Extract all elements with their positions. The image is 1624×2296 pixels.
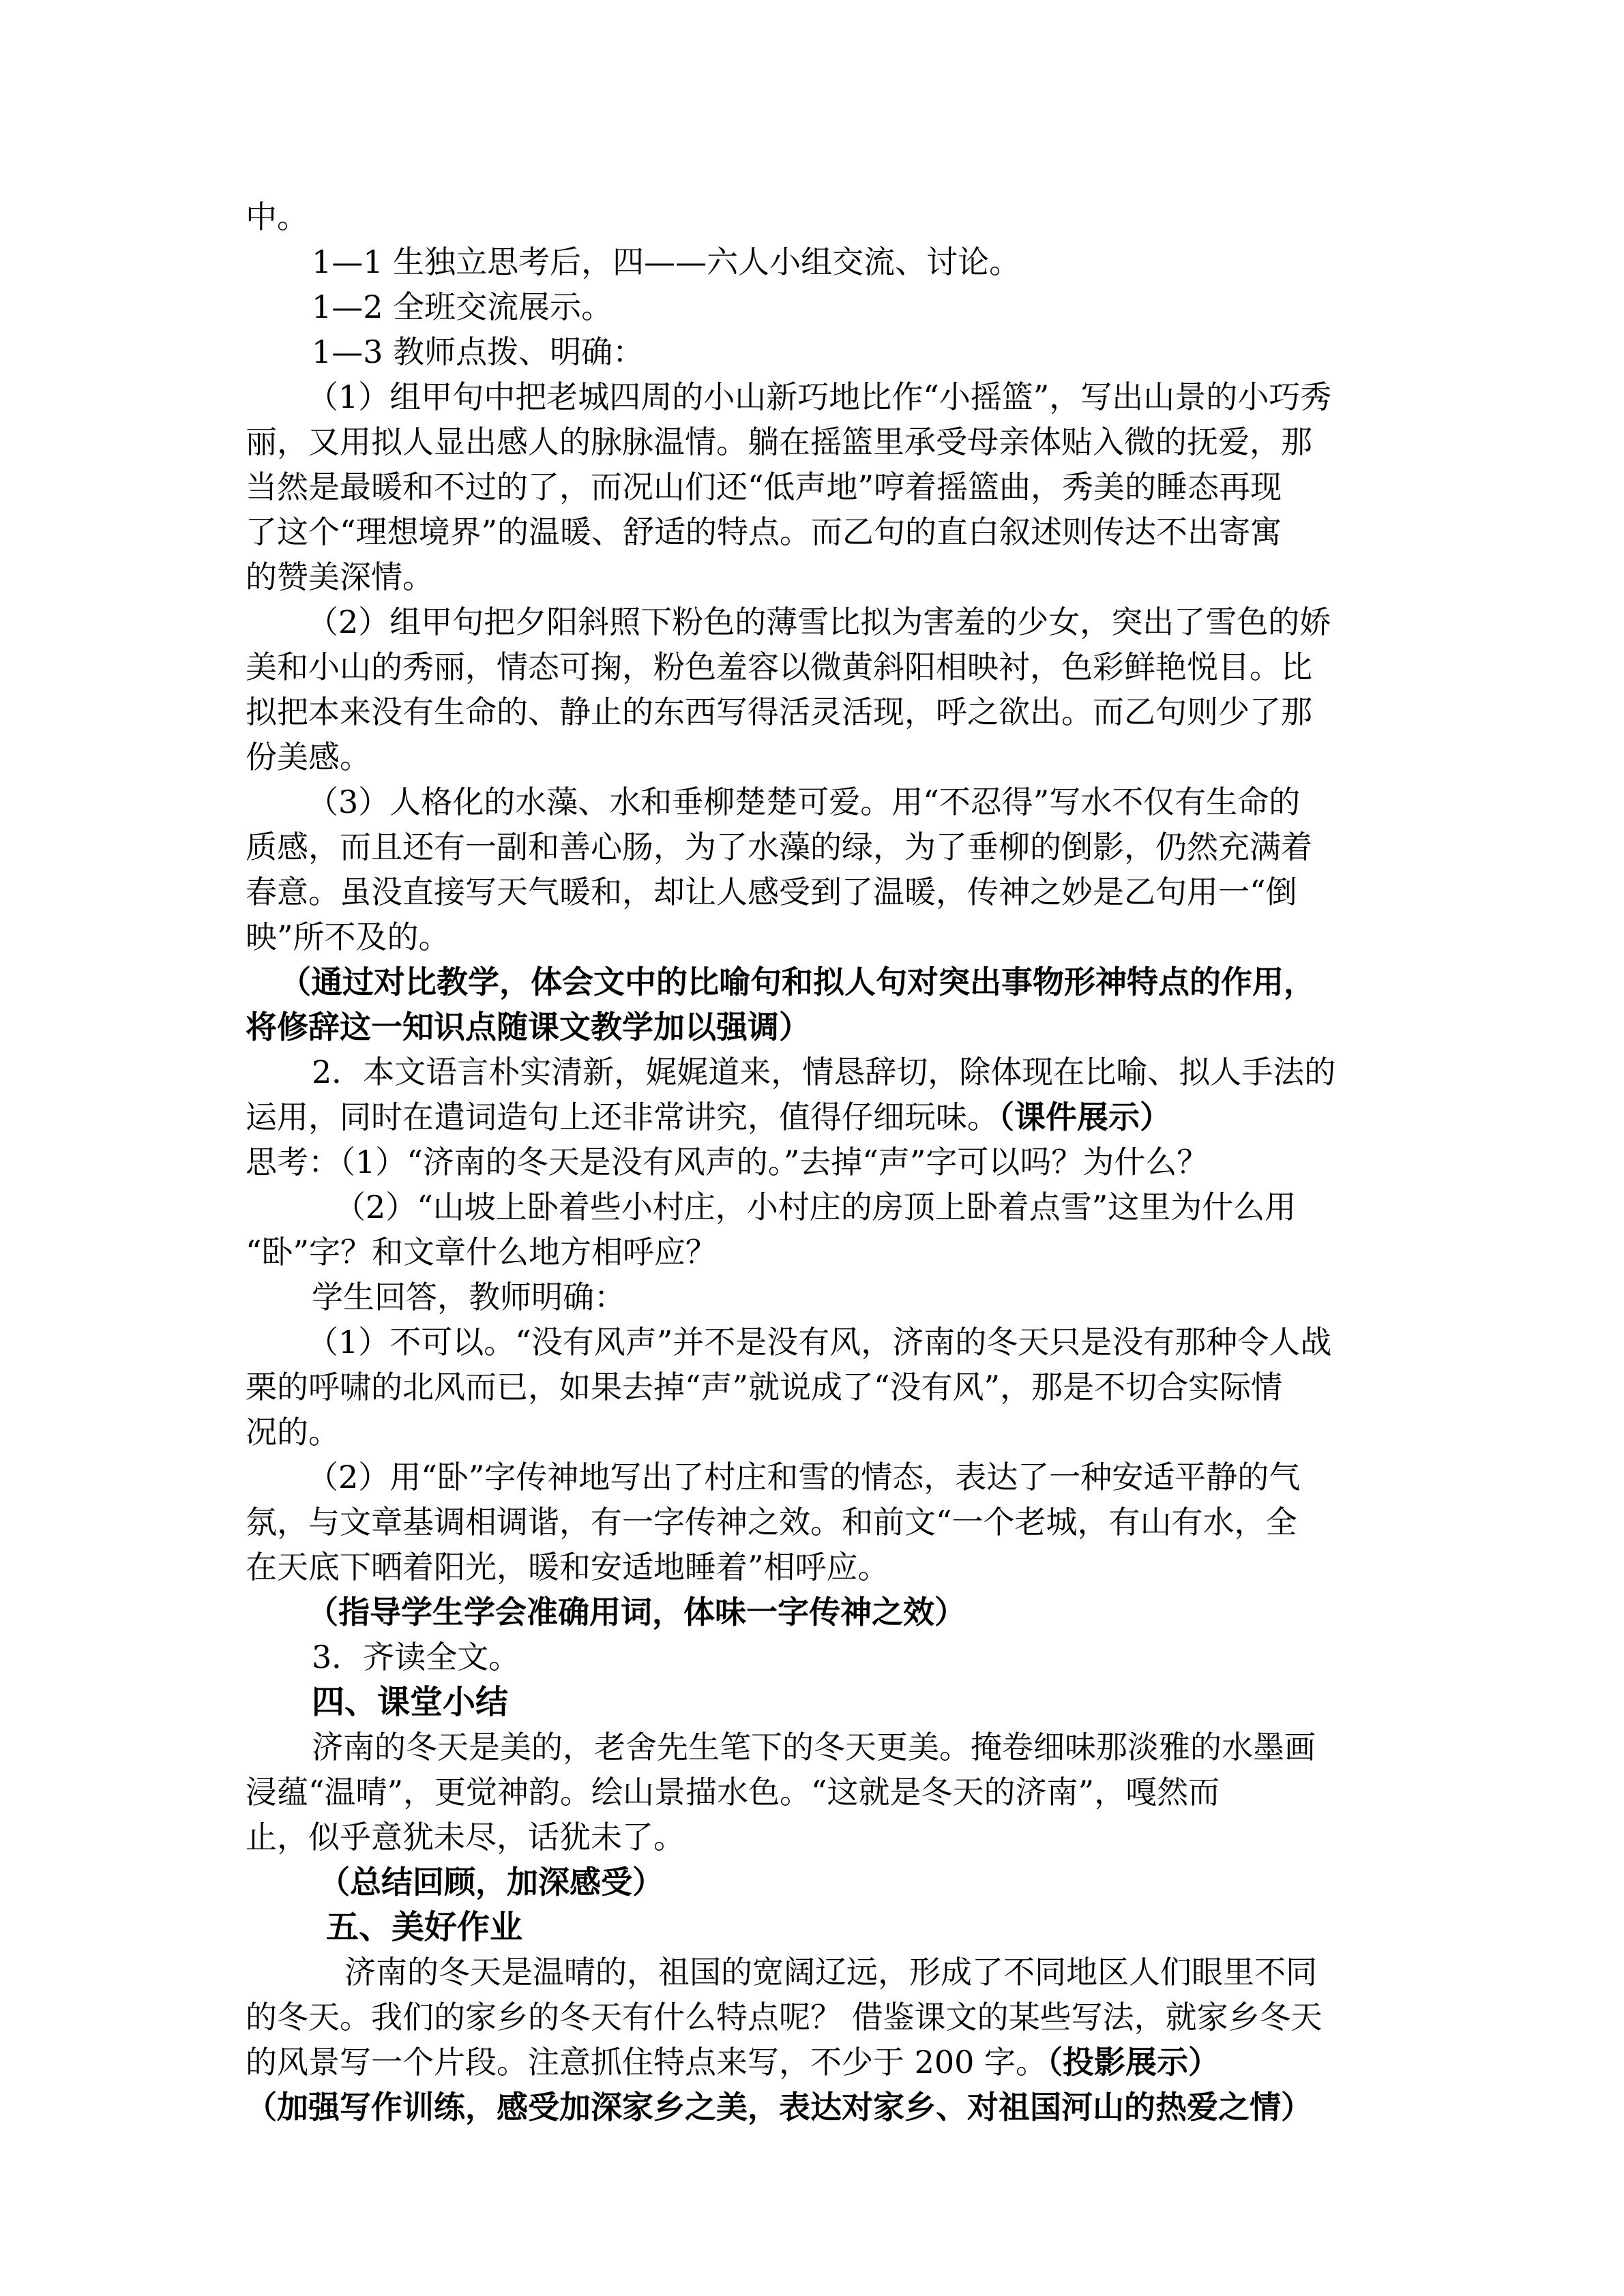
text-line: （1）组甲句中把老城四周的小山新巧地比作“小摇篮”，写出山景的小巧秀 — [307, 378, 1332, 415]
text-line: 3．齐读全文。 — [312, 1639, 520, 1675]
teaching-note: （加强写作训练，感受加深家乡之美，表达对家乡、对祖国河山的热爱之情） — [246, 2089, 1312, 2126]
text-line: 济南的冬天是温晴的，祖国的宽阔辽远，形成了不同地区人们眼里不同 — [344, 1954, 1317, 1991]
section-heading: 五、美好作业 — [326, 1908, 523, 1946]
text-line: 2．本文语言朴实清新，娓娓道来，情恳辞切，除体现在比喻、拟人手法的 — [312, 1054, 1336, 1090]
text-line: 的冬天。我们的家乡的冬天有什么特点呢？ 借鉴课文的某些写法，就家乡冬天 — [246, 1999, 1323, 2036]
text-segment: 的风景写一个片段。注意抓住特点来写，不少于 200 字。 — [246, 2044, 1048, 2081]
teaching-note: （总结回顾，加深感受） — [319, 1864, 664, 1900]
text-line: 氛，与文章基调相调谐，有一字传神之效。和前文“一个老城，有山有水，全 — [246, 1504, 1297, 1540]
text-line: 丽，又用拟人显出感人的脉脉温情。躺在摇篮里承受母亲体贴入微的抚爱，那 — [246, 423, 1312, 460]
text-line: 1—1 生独立思考后，四——六人小组交流、讨论。 — [312, 243, 1021, 280]
text-line: （2）用“卧”字传神地写出了村庄和雪的情态，表达了一种安适平静的气 — [307, 1459, 1301, 1495]
text-line — [246, 2040, 1220, 2085]
text-line: 浸蕴“温晴”，更觉神韵。绘山景描水色。“这就是冬天的济南”，嘎然而 — [246, 1774, 1220, 1810]
text-line: 春意。虽没直接写天气暖和，却让人感受到了温暖，传神之妙是乙句用一“倒 — [246, 874, 1297, 910]
text-line: 质感，而且还有一副和善心肠，为了水藻的绿，为了垂柳的倒影，仍然充满着 — [246, 829, 1312, 865]
text-line: 思考：（1）“济南的冬天是没有风声的。”去掉“声”字可以吗？为什么？ — [246, 1144, 1209, 1180]
teaching-note: （课件展示） — [999, 1099, 1171, 1135]
text-line: 的赞美深情。 — [246, 558, 434, 595]
teaching-note: （通过对比教学，体会文中的比喻句和拟人句对突出事物形神特点的作用， — [280, 964, 1315, 1000]
teaching-note: 将修辞这一知识点随课文教学加以强调） — [246, 1009, 810, 1045]
text-segment: 运用，同时在遣词造句上还非常讲究，值得仔细玩味。 — [246, 1099, 999, 1135]
text-line: 份美感。 — [246, 739, 371, 775]
teaching-note: （投影展示） — [1047, 2044, 1220, 2081]
text-line: 中。 — [246, 198, 308, 235]
text-line: 当然是最暖和不过的了，而况山们还“低声地”哼着摇篮曲，秀美的睡态再现 — [246, 468, 1282, 505]
text-line: 栗的呼啸的北风而已，如果去掉“声”就说成了“没有风”，那是不切合实际情 — [246, 1369, 1283, 1405]
text-line: （2）组甲句把夕阳斜照下粉色的薄雪比拟为害羞的少女，突出了雪色的娇 — [307, 603, 1331, 640]
text-line: 止，似乎意犹未尽，话犹未了。 — [246, 1819, 685, 1855]
teaching-note: （指导学生学会准确用词，体味一字传神之效） — [307, 1594, 966, 1630]
section-heading: 四、课堂小结 — [312, 1683, 509, 1721]
text-line: 1—3 教师点拨、明确： — [312, 333, 645, 370]
text-line: 在天底下晒着阳光，暖和安适地睡着”相呼应。 — [246, 1549, 889, 1585]
text-line: 拟把本来没有生命的、静止的东西写得活灵活现，呼之欲出。而乙句则少了那 — [246, 694, 1312, 730]
text-line: 美和小山的秀丽，情态可掬，粉色羞容以微黄斜阳相映衬，色彩鲜艳悦目。比 — [246, 648, 1312, 685]
text-line — [246, 1094, 1171, 1139]
text-line: 学生回答，教师明确： — [312, 1279, 625, 1315]
text-line: 了这个“理想境界”的温暖、舒适的特点。而乙句的直白叙述则传达不出寄寓 — [246, 513, 1282, 550]
text-line: （2）“山坡上卧着些小村庄，小村庄的房顶上卧着点雪”这里为什么用 — [334, 1189, 1297, 1225]
text-line: “卧”字？和文章什么地方相呼应？ — [246, 1234, 718, 1270]
text-line: （3）人格化的水藻、水和垂柳楚楚可爱。用“不忍得”写水不仅有生命的 — [307, 784, 1301, 820]
text-line: 映”所不及的。 — [246, 919, 450, 955]
text-line: 1—2 全班交流展示。 — [312, 288, 613, 325]
text-line: （1）不可以。“没有风声”并不是没有风，济南的冬天只是没有那种令人战 — [307, 1324, 1332, 1360]
text-line: 况的。 — [246, 1414, 340, 1450]
text-line: 济南的冬天是美的，老舍先生笔下的冬天更美。掩卷细味那淡雅的水墨画 — [312, 1729, 1316, 1765]
